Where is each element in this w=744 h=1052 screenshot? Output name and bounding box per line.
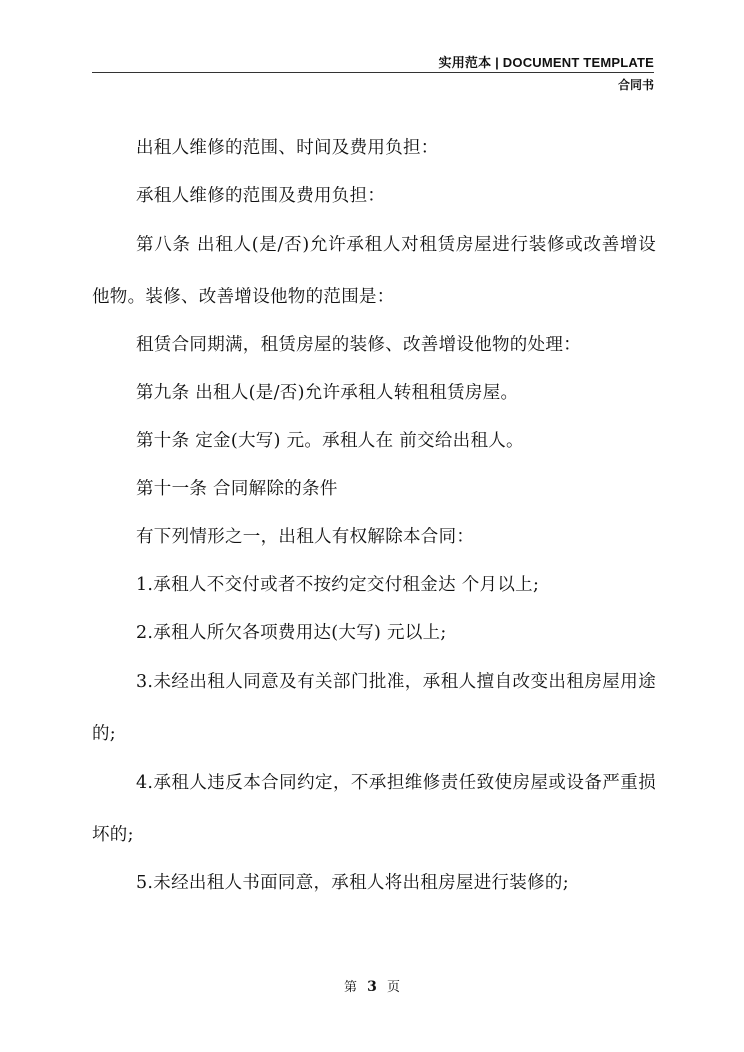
footer-suffix: 页 — [387, 980, 401, 995]
paragraph: 承租人维修的范围及费用负担： — [136, 186, 386, 206]
paragraph: 第十条 定金(大写) 元。承租人在 前交给出租人。 — [136, 431, 524, 451]
document-body — [92, 137, 656, 920]
paragraph: 第十一条 合同解除的条件 — [136, 479, 338, 499]
page-footer — [0, 976, 744, 995]
paragraph: 3.未经出租人同意及有关部门批准，承租人擅自改变出租房屋用途的; — [92, 672, 656, 744]
header-divider — [92, 72, 654, 73]
footer-prefix: 第 — [343, 980, 357, 995]
paragraph: 有下列情形之一，出租人有权解除本合同： — [136, 527, 475, 547]
paragraph: 租赁合同期满，租赁房屋的装修、改善增设他物的处理： — [136, 335, 581, 355]
page-number: 3 — [367, 979, 377, 995]
paragraph: 2.承租人所欠各项费用达(大写) 元以上; — [136, 623, 447, 643]
paragraph: 5.未经出租人书面同意，承租人将出租房屋进行装修的; — [136, 873, 569, 893]
paragraph: 第九条 出租人(是/否)允许承租人转租租赁房屋。 — [136, 383, 519, 403]
paragraph: 1.承租人不交付或者不按约定交付租金达 个月以上; — [136, 575, 540, 595]
header-title: 实用范本 | DOCUMENT TEMPLATE — [438, 55, 654, 70]
paragraph: 第八条 出租人(是/否)允许承租人对租赁房屋进行装修或改善增设他物。装修、改善增设他物的范围是： — [92, 235, 656, 307]
paragraph: 4.承租人违反本合同约定，不承担维修责任致使房屋或设备严重损坏的; — [92, 773, 656, 845]
paragraph: 出租人维修的范围、时间及费用负担： — [136, 138, 439, 158]
header-subtitle: 合同书 — [617, 78, 654, 92]
